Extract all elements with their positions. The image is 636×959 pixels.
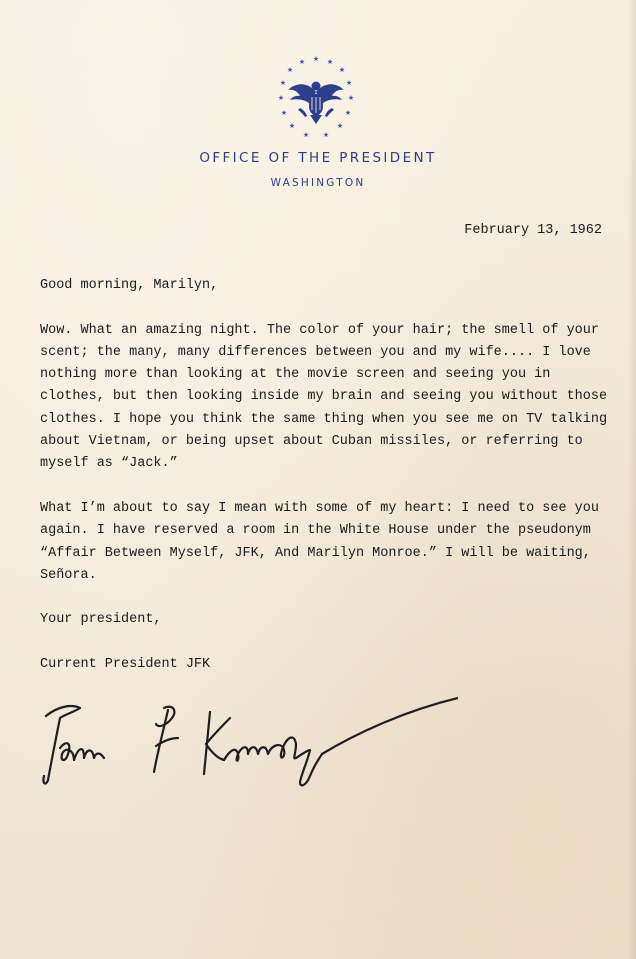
svg-text:★: ★ <box>288 122 296 130</box>
svg-text:★: ★ <box>286 66 294 74</box>
svg-text:★: ★ <box>338 66 346 74</box>
svg-text:★: ★ <box>298 58 306 66</box>
svg-text:★: ★ <box>312 55 320 63</box>
svg-text:★: ★ <box>326 58 334 66</box>
svg-text:★: ★ <box>344 109 352 117</box>
presidential-seal-icon <box>270 52 362 144</box>
closing: Your president, <box>40 612 162 628</box>
letter-body <box>40 275 610 699</box>
signoff: Current President JFK <box>40 657 211 673</box>
handwritten-signature <box>38 688 458 798</box>
paragraph: Wow. What an amazing night. The color of your hair; the smell of your scent; the many, many differences between you and my wife.... I love nothing more than looking at the movie screen and seeing you in clothes, but then looking inside my brain and seeing you without those clothes. I hope you think the same thing when you see me on TV talking about Vietnam, or being upset about Cuban missiles, or referring to myself as “Jack.” <box>40 322 608 472</box>
paragraph: What I’m about to say I mean with some of my heart: I need to see you again. I have reserved a room in the White House under the pseudonym “Affair Between Myself, JFK, And Marilyn Monroe.” I will be waiting, Señora. <box>40 500 599 583</box>
letterhead-city: WASHINGTON <box>270 177 366 189</box>
letter-date: February 13, 1962 <box>464 223 602 238</box>
svg-text:★: ★ <box>347 94 355 102</box>
svg-text:★: ★ <box>280 109 288 117</box>
svg-text:★: ★ <box>322 131 330 139</box>
letterhead-title: OFFICE OF THE PRESIDENT <box>199 150 437 166</box>
salutation: Good morning, Marilyn, <box>40 278 219 293</box>
svg-text:★: ★ <box>345 79 353 87</box>
svg-text:★: ★ <box>277 94 285 102</box>
svg-text:★: ★ <box>336 122 344 130</box>
svg-text:★: ★ <box>302 131 310 139</box>
svg-text:★: ★ <box>279 79 287 87</box>
